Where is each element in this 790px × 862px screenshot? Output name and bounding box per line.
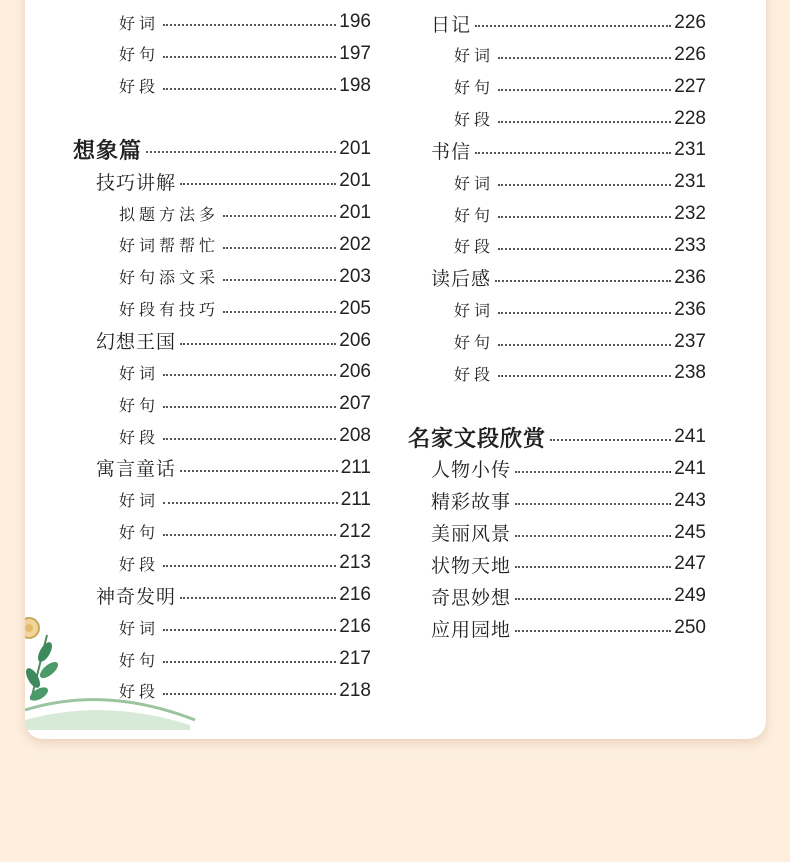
dot-leader bbox=[163, 374, 336, 376]
toc-entry-page-number: 226 bbox=[674, 43, 706, 65]
toc-entry-label: 好句 bbox=[454, 205, 495, 225]
dot-leader bbox=[498, 184, 671, 186]
toc-entry[interactable] bbox=[431, 520, 706, 546]
toc-entry-label: 寓言童话 bbox=[96, 458, 177, 481]
toc-entry-page-number: 212 bbox=[339, 520, 371, 542]
dot-leader bbox=[146, 151, 336, 153]
toc-entry-page-number: 196 bbox=[339, 11, 371, 32]
dot-leader bbox=[163, 406, 336, 408]
dot-leader bbox=[515, 566, 671, 568]
toc-entry-label: 好词 bbox=[454, 46, 495, 66]
dot-leader bbox=[515, 503, 671, 505]
dot-leader bbox=[223, 247, 336, 249]
dot-leader bbox=[180, 183, 336, 185]
toc-entry-page-number: 237 bbox=[674, 330, 706, 352]
toc-entry-label: 好段 bbox=[454, 364, 495, 384]
dot-leader bbox=[163, 438, 336, 440]
toc-entry[interactable] bbox=[454, 329, 706, 355]
toc-entry[interactable] bbox=[96, 328, 371, 354]
toc-entry-label: 好句 bbox=[119, 523, 160, 543]
toc-entry-page-number: 218 bbox=[339, 679, 371, 701]
toc-entry[interactable] bbox=[119, 264, 371, 290]
toc-entry[interactable] bbox=[431, 615, 706, 641]
toc-entry[interactable] bbox=[408, 424, 706, 450]
dot-leader bbox=[163, 565, 336, 567]
toc-entry-label: 书信 bbox=[431, 140, 472, 163]
toc-entry-page-number: 211 bbox=[340, 456, 371, 478]
toc-entry-page-number: 226 bbox=[674, 12, 706, 33]
toc-entry-label: 好段 bbox=[454, 110, 495, 130]
toc-entry-label: 好词帮帮忙 bbox=[119, 236, 220, 256]
toc-entry-label: 好句 bbox=[454, 333, 495, 352]
toc-entry-page-number: 232 bbox=[674, 203, 706, 225]
toc-entry-page-number: 211 bbox=[340, 488, 371, 510]
toc-entry[interactable] bbox=[119, 519, 371, 545]
toc-entry[interactable] bbox=[73, 136, 371, 162]
toc-entry-page-number: 238 bbox=[674, 362, 706, 384]
dot-leader bbox=[498, 57, 671, 59]
dot-leader bbox=[223, 215, 336, 217]
toc-entry-page-number: 249 bbox=[674, 585, 706, 607]
toc-entry[interactable] bbox=[454, 233, 706, 259]
toc-entry-label: 名家文段欣赏 bbox=[408, 426, 547, 452]
toc-entry-page-number: 206 bbox=[339, 329, 371, 351]
toc-entry-page-number: 201 bbox=[339, 138, 371, 160]
toc-entry[interactable] bbox=[431, 10, 706, 36]
dot-leader bbox=[515, 630, 671, 632]
toc-card bbox=[25, 0, 766, 739]
toc-entry-label: 好句添文采 bbox=[119, 268, 220, 288]
toc-entry[interactable] bbox=[119, 73, 371, 99]
dot-leader bbox=[498, 248, 671, 250]
toc-entry-page-number: 203 bbox=[339, 265, 371, 287]
toc-entry[interactable] bbox=[119, 200, 371, 226]
toc-entry-page-number: 231 bbox=[674, 139, 706, 161]
toc-entry-label: 好段有技巧 bbox=[119, 300, 220, 320]
toc-entry-page-number: 241 bbox=[674, 457, 706, 479]
toc-entry-page-number: 198 bbox=[339, 74, 371, 96]
dot-leader bbox=[498, 344, 671, 346]
toc-entry-label: 好句 bbox=[119, 650, 160, 670]
toc-entry-label: 好词 bbox=[119, 618, 160, 638]
toc-entry[interactable] bbox=[119, 391, 371, 417]
toc-entry[interactable] bbox=[119, 296, 371, 322]
toc-entry-page-number: 236 bbox=[674, 266, 706, 288]
toc-entry-label: 技巧讲解 bbox=[96, 171, 177, 194]
toc-entry-label: 美丽风景 bbox=[431, 523, 512, 546]
toc-entry-page-number: 245 bbox=[674, 521, 706, 543]
toc-entry[interactable] bbox=[119, 487, 371, 513]
dot-leader bbox=[550, 439, 671, 441]
toc-entry-page-number: 228 bbox=[674, 107, 706, 129]
dot-leader bbox=[475, 25, 671, 27]
toc-entry-label: 好段 bbox=[454, 237, 495, 257]
toc-entry-label: 人物小传 bbox=[431, 459, 512, 482]
toc-entry-label: 好段 bbox=[119, 427, 160, 447]
toc-entry-label: 日记 bbox=[431, 13, 472, 36]
toc-entry-page-number: 201 bbox=[339, 202, 371, 224]
toc-entry-page-number: 208 bbox=[339, 425, 371, 447]
toc-entry-label: 读后感 bbox=[431, 268, 492, 291]
dot-leader bbox=[163, 502, 338, 504]
toc-entry[interactable] bbox=[454, 360, 706, 386]
toc-entry-page-number: 202 bbox=[339, 233, 371, 255]
toc-entry[interactable] bbox=[119, 550, 371, 576]
dot-leader bbox=[223, 311, 336, 313]
toc-entry-page-number: 216 bbox=[339, 584, 371, 606]
toc-entry[interactable] bbox=[431, 583, 706, 609]
toc-entry-page-number: 250 bbox=[674, 617, 706, 639]
dot-leader bbox=[498, 312, 671, 314]
toc-entry-label: 精彩故事 bbox=[431, 491, 512, 514]
toc-entry[interactable] bbox=[454, 74, 706, 100]
dot-leader bbox=[495, 280, 671, 282]
toc-entry-label: 神奇发明 bbox=[96, 585, 177, 608]
toc-entry-label: 好句 bbox=[119, 395, 160, 415]
toc-entry-label: 好词 bbox=[454, 173, 495, 193]
toc-entry-page-number: 236 bbox=[674, 298, 706, 320]
toc-entry-label: 好句 bbox=[119, 45, 160, 65]
toc-entry[interactable] bbox=[431, 551, 706, 577]
toc-entry-page-number: 206 bbox=[339, 361, 371, 383]
dot-leader bbox=[515, 471, 671, 473]
toc-entry[interactable] bbox=[119, 423, 371, 449]
toc-entry-page-number: 201 bbox=[339, 170, 371, 192]
toc-entry[interactable] bbox=[119, 232, 371, 258]
dot-leader bbox=[515, 598, 671, 600]
toc-entry[interactable] bbox=[96, 455, 371, 481]
toc-entry-page-number: 233 bbox=[674, 234, 706, 256]
toc-entry-page-number: 207 bbox=[339, 393, 371, 415]
toc-entry-page-number: 241 bbox=[674, 426, 706, 448]
toc-entry[interactable] bbox=[96, 168, 371, 194]
toc-entry[interactable] bbox=[119, 9, 371, 35]
toc-entry-label: 好段 bbox=[119, 77, 160, 97]
toc-entry-label: 好词 bbox=[454, 301, 495, 321]
toc-entry[interactable] bbox=[454, 201, 706, 227]
dot-leader bbox=[475, 152, 671, 154]
dot-leader bbox=[498, 89, 671, 91]
dot-leader bbox=[515, 535, 671, 537]
dot-leader bbox=[180, 343, 336, 345]
toc-entry-label: 好段 bbox=[119, 554, 160, 574]
dot-leader bbox=[163, 88, 336, 90]
toc-entry[interactable] bbox=[431, 488, 706, 514]
toc-entry-label: 好词 bbox=[119, 491, 160, 511]
toc-entry[interactable] bbox=[431, 137, 706, 163]
toc-entry-page-number: 217 bbox=[339, 648, 371, 669]
toc-entry[interactable] bbox=[454, 169, 706, 195]
toc-entry-label: 拟题方法多 bbox=[119, 204, 220, 224]
toc-entry-page-number: 243 bbox=[674, 489, 706, 511]
dot-leader bbox=[163, 534, 336, 536]
toc-entry[interactable] bbox=[454, 42, 706, 68]
toc-entry-page-number: 227 bbox=[674, 75, 706, 97]
toc-entry-label: 应用园地 bbox=[431, 618, 512, 641]
toc-entry-label: 奇思妙想 bbox=[431, 586, 512, 609]
toc-entry-page-number: 197 bbox=[339, 42, 371, 64]
toc-entry-label: 状物天地 bbox=[431, 554, 512, 577]
dot-leader bbox=[223, 279, 336, 281]
toc-entry-page-number: 205 bbox=[339, 297, 371, 319]
toc-entry-label: 好段 bbox=[119, 682, 160, 702]
toc-entry-label: 幻想王国 bbox=[96, 331, 177, 353]
toc-entry-label: 想象篇 bbox=[73, 138, 143, 164]
toc-entry[interactable] bbox=[119, 41, 371, 67]
toc-entry-label: 好句 bbox=[454, 78, 495, 98]
leaf-decoration-icon bbox=[25, 590, 225, 730]
toc-entry-page-number: 216 bbox=[339, 616, 371, 638]
toc-entry-label: 好词 bbox=[119, 13, 160, 33]
dot-leader bbox=[163, 56, 336, 58]
toc-entry-label: 好词 bbox=[119, 363, 160, 383]
toc-entry[interactable] bbox=[119, 359, 371, 385]
toc-entry-page-number: 213 bbox=[339, 552, 371, 574]
toc-entry[interactable] bbox=[454, 106, 706, 132]
dot-leader bbox=[498, 121, 671, 123]
dot-leader bbox=[163, 24, 336, 26]
toc-entry-page-number: 231 bbox=[674, 171, 706, 193]
dot-leader bbox=[180, 470, 338, 472]
toc-entry[interactable] bbox=[454, 297, 706, 323]
toc-entry[interactable] bbox=[431, 456, 706, 482]
toc-entry-page-number: 247 bbox=[674, 553, 706, 575]
toc-entry[interactable] bbox=[431, 265, 706, 291]
dot-leader bbox=[498, 375, 671, 377]
dot-leader bbox=[498, 216, 671, 218]
